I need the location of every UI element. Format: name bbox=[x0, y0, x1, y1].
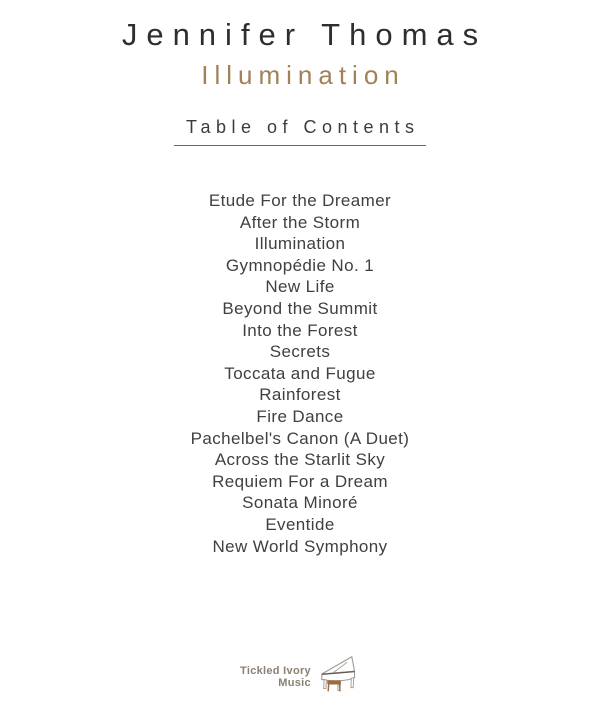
toc-heading: Table of Contents bbox=[185, 117, 420, 137]
track-item: Into the Forest bbox=[242, 320, 358, 340]
logo-line1: Tickled Ivory bbox=[240, 665, 311, 677]
track-item: Rainforest bbox=[259, 385, 341, 405]
track-item: New World Symphony bbox=[212, 536, 388, 556]
toc-heading-underline bbox=[174, 117, 425, 146]
publisher-logo-text bbox=[240, 666, 311, 689]
album-title: Illumination bbox=[201, 60, 405, 90]
publisher-logo bbox=[0, 654, 600, 694]
logo-line2: Music bbox=[278, 676, 311, 689]
track-item: Eventide bbox=[265, 514, 335, 534]
track-item: Gymnopédie No. 1 bbox=[225, 255, 375, 275]
track-list bbox=[0, 190, 600, 557]
track-item: Secrets bbox=[269, 342, 331, 362]
track-item: Toccata and Fugue bbox=[224, 363, 376, 383]
grand-piano-icon bbox=[320, 654, 360, 694]
track-item: Beyond the Summit bbox=[222, 298, 378, 318]
track-item: Sonata Minoré bbox=[242, 493, 358, 513]
track-item: Pachelbel's Canon (A Duet) bbox=[190, 428, 410, 448]
track-item: Illumination bbox=[254, 234, 346, 254]
track-item: After the Storm bbox=[239, 212, 361, 232]
artist-name: Jennifer Thomas bbox=[121, 17, 488, 52]
track-item: Across the Starlit Sky bbox=[214, 450, 386, 470]
track-item: Requiem For a Dream bbox=[212, 471, 388, 491]
track-item: Fire Dance bbox=[256, 406, 344, 426]
track-item: Etude For the Dreamer bbox=[208, 191, 392, 210]
toc-heading-wrap bbox=[0, 117, 600, 146]
track-item: New Life bbox=[265, 277, 335, 297]
